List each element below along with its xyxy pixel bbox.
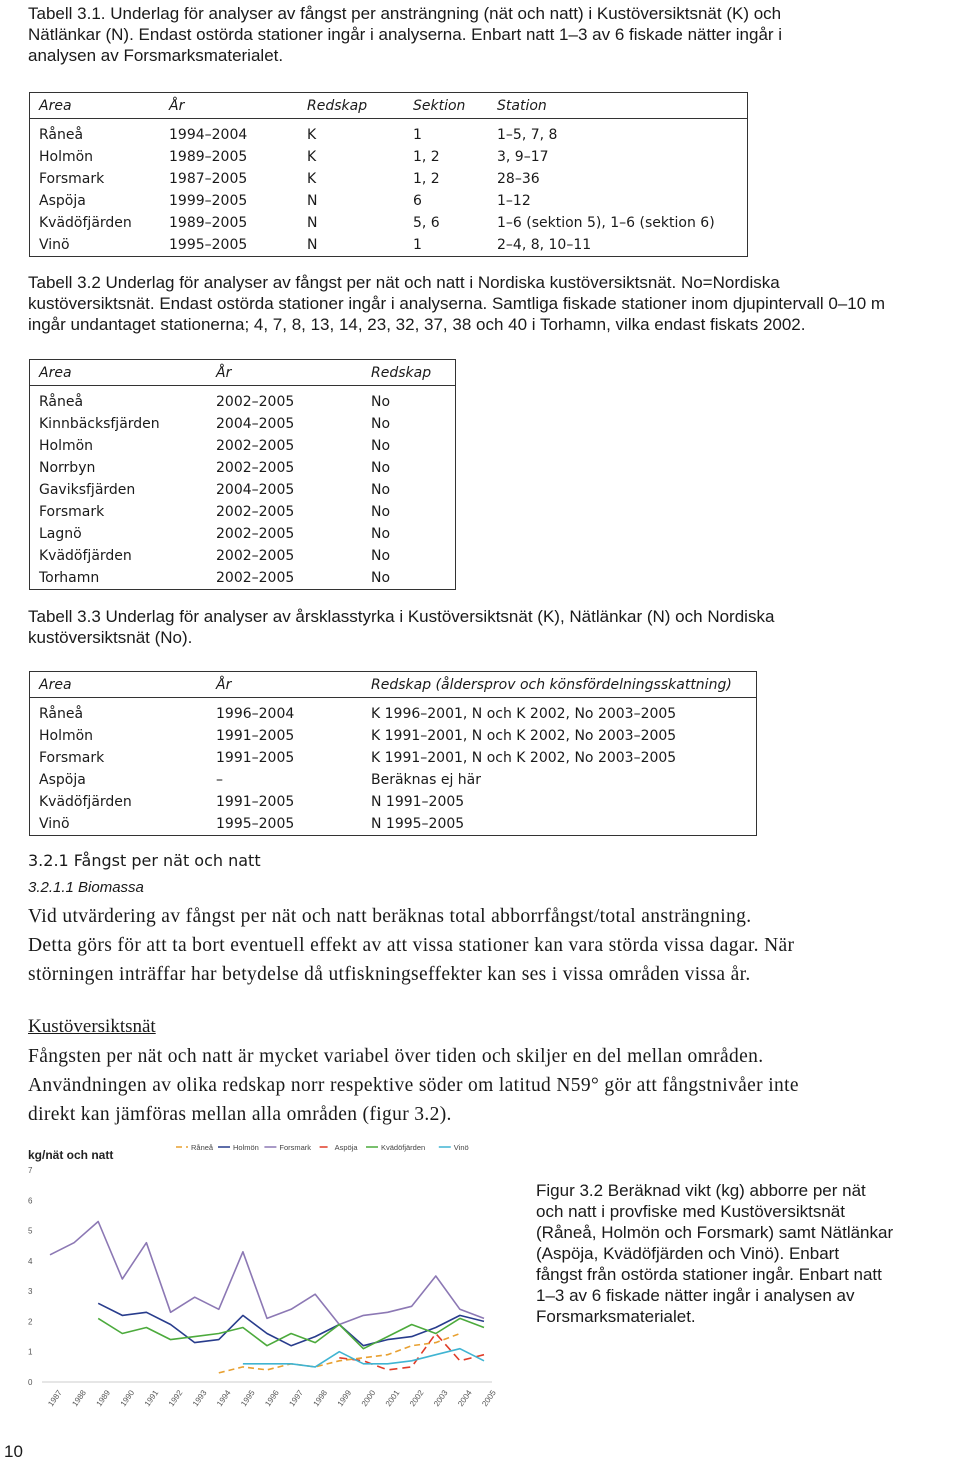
legend-label: Kvädöfjärden bbox=[381, 1143, 426, 1152]
series-line-vinö bbox=[243, 1349, 484, 1367]
table-row bbox=[30, 501, 455, 523]
table-cell: 2002–2005 bbox=[216, 438, 295, 454]
legend-label: Aspöja bbox=[334, 1143, 358, 1152]
table-cell: Forsmark bbox=[39, 504, 105, 520]
series-line-forsmark bbox=[50, 1222, 484, 1325]
table-cell: Holmön bbox=[39, 438, 94, 454]
paragraph-line: störningen inträffar har betydelse då utfiskningseffekter kan ses i vissa områden vissa år. bbox=[28, 964, 751, 985]
table-row bbox=[30, 146, 747, 168]
table-row bbox=[30, 523, 455, 545]
table3 bbox=[29, 671, 757, 836]
paragraph-line: direkt kan jämföras mellan alla områden (figur 3.2). bbox=[28, 1104, 452, 1125]
x-tick-label: 1999 bbox=[335, 1388, 354, 1409]
table-cell: Råneå bbox=[39, 127, 84, 143]
table-cell: 3, 9–17 bbox=[497, 149, 549, 165]
table-cell: K bbox=[307, 171, 317, 187]
caption-line: ingår undantaget stationerna; 4, 7, 8, 13, 14, 23, 32, 37, 38 och 40 i Torhamn, vilka endast fiskats 2002. bbox=[28, 315, 806, 334]
caption-line: Nätlänkar (N). Endast ostörda stationer ingår i analyserna. Enbart natt 1–3 av 6 fiskade nätter ingår i bbox=[28, 25, 783, 44]
table-cell: Norrbyn bbox=[39, 460, 96, 476]
y-tick-label: 6 bbox=[28, 1196, 33, 1206]
table-cell: 2002–2005 bbox=[216, 460, 295, 476]
table-cell: 1996–2004 bbox=[216, 706, 295, 722]
column-header: Station bbox=[497, 97, 547, 114]
table-cell: 1–6 (sektion 5), 1–6 (sektion 6) bbox=[497, 215, 715, 231]
table-cell: 1999–2005 bbox=[169, 193, 248, 209]
table-cell: No bbox=[371, 504, 391, 520]
table-header-row bbox=[30, 93, 747, 119]
table-row bbox=[30, 567, 455, 589]
subsection-heading: 3.2.1.1 Biomassa bbox=[28, 879, 144, 896]
y-tick-label: 7 bbox=[28, 1166, 33, 1175]
paragraph-line: Detta görs för att ta bort eventuell effekt av att vissa stationer kan vara störda vissa dagar. När bbox=[28, 935, 795, 956]
table-cell: Holmön bbox=[39, 149, 94, 165]
y-tick-label: 4 bbox=[28, 1256, 33, 1266]
table-cell: 2002–2005 bbox=[216, 394, 295, 410]
column-header: Redskap bbox=[307, 97, 368, 114]
x-tick-label: 1993 bbox=[190, 1388, 209, 1409]
legend-label: Råneå bbox=[191, 1143, 214, 1152]
column-header: Sektion bbox=[413, 97, 466, 114]
legend-label: Vinö bbox=[453, 1143, 469, 1152]
paragraph-line: Vid utvärdering av fångst per nät och natt beräknas total abborrfångst/total ansträngning. bbox=[28, 906, 752, 927]
paragraph-1 bbox=[28, 902, 958, 989]
table-cell: 2002–2005 bbox=[216, 570, 295, 586]
table-cell: N bbox=[307, 215, 318, 231]
figure-caption bbox=[536, 1180, 936, 1327]
x-tick-label: 1998 bbox=[311, 1388, 330, 1409]
table-cell: Kvädöfjärden bbox=[39, 794, 132, 810]
table2-caption bbox=[28, 272, 943, 335]
x-tick-label: 1989 bbox=[94, 1388, 113, 1409]
table-cell: 28–36 bbox=[497, 171, 540, 187]
column-header: År bbox=[216, 364, 232, 381]
table-cell: 1, 2 bbox=[413, 171, 440, 187]
table-cell: 2004–2005 bbox=[216, 482, 295, 498]
table-row bbox=[30, 168, 747, 190]
y-tick-label: 3 bbox=[28, 1287, 33, 1297]
table-row bbox=[30, 479, 455, 501]
kustoversiktsnat-subheading: Kustöversiktsnät bbox=[28, 1016, 156, 1037]
x-tick-label: 2005 bbox=[480, 1388, 498, 1409]
table-cell: Råneå bbox=[39, 706, 84, 722]
table2 bbox=[29, 359, 456, 590]
table-cell: Vinö bbox=[39, 237, 70, 253]
table-cell: Aspöja bbox=[39, 772, 86, 788]
figure-caption-line: och natt i provfiske med Kustöversiktsnät bbox=[536, 1202, 845, 1221]
table-cell: 2002–2005 bbox=[216, 504, 295, 520]
table-cell: Forsmark bbox=[39, 750, 105, 766]
figure-caption-line: Forsmarksmaterialet. bbox=[536, 1307, 696, 1326]
table-cell: Vinö bbox=[39, 816, 70, 832]
y-axis-label: kg/nät och natt bbox=[28, 1148, 114, 1162]
table-row bbox=[30, 190, 747, 212]
series-line-aspöja bbox=[339, 1334, 484, 1370]
table-cell: 1 bbox=[413, 127, 422, 143]
table-cell: 6 bbox=[413, 193, 422, 209]
table-cell: No bbox=[371, 482, 391, 498]
table-cell: 2002–2005 bbox=[216, 526, 295, 542]
table-cell: Gaviksfjärden bbox=[39, 482, 136, 498]
table1-caption bbox=[28, 3, 943, 66]
x-tick-label: 2001 bbox=[383, 1388, 402, 1409]
section-heading: 3.2.1 Fångst per nät och natt bbox=[28, 851, 261, 870]
table-row bbox=[30, 212, 747, 234]
table-row bbox=[30, 435, 455, 457]
table-cell: 1994–2004 bbox=[169, 127, 248, 143]
table-cell: 1, 2 bbox=[413, 149, 440, 165]
table-cell: No bbox=[371, 548, 391, 564]
column-header: Area bbox=[39, 97, 72, 114]
table-cell: 1989–2005 bbox=[169, 149, 248, 165]
column-header: Area bbox=[39, 676, 72, 693]
y-tick-label: 5 bbox=[28, 1226, 33, 1236]
table-cell: 2002–2005 bbox=[216, 548, 295, 564]
table-header-row bbox=[30, 672, 756, 698]
table-cell: 1995–2005 bbox=[216, 816, 295, 832]
table-row bbox=[30, 703, 756, 725]
table-cell: 1991–2005 bbox=[216, 794, 295, 810]
table-row bbox=[30, 747, 756, 769]
figure-caption-line: 1–3 av 6 fiskade nätter ingår i analysen av bbox=[536, 1286, 855, 1305]
caption-line: Tabell 3.3 Underlag för analyser av årsklasstyrka i Kustöversiktsnät (K), Nätlänkar (N) och Nordiska bbox=[28, 607, 775, 626]
table-cell: Kvädöfjärden bbox=[39, 215, 132, 231]
table1 bbox=[29, 92, 748, 257]
x-tick-label: 1997 bbox=[287, 1388, 305, 1409]
x-tick-label: 2004 bbox=[456, 1388, 474, 1409]
x-tick-label: 1994 bbox=[215, 1388, 233, 1409]
legend-label: Forsmark bbox=[279, 1143, 312, 1152]
x-tick-label: 1996 bbox=[263, 1388, 281, 1409]
table-cell: Forsmark bbox=[39, 171, 105, 187]
table-cell: Kvädöfjärden bbox=[39, 548, 132, 564]
table-cell: N bbox=[307, 193, 318, 209]
y-tick-label: 0 bbox=[28, 1378, 33, 1387]
x-tick-label: 1992 bbox=[166, 1388, 185, 1409]
table-cell: Beräknas ej här bbox=[371, 772, 482, 788]
table-cell: Råneå bbox=[39, 394, 84, 410]
table-cell: No bbox=[371, 416, 391, 432]
table-cell: 1–5, 7, 8 bbox=[497, 127, 558, 143]
table-row bbox=[30, 234, 747, 256]
caption-line: Tabell 3.2 Underlag för analyser av fångst per nät och natt i Nordiska kustöversiktsnät. No=Nordiska bbox=[28, 273, 780, 292]
table-cell: Holmön bbox=[39, 728, 94, 744]
table-cell: N 1991–2005 bbox=[371, 794, 465, 810]
table3-caption bbox=[28, 606, 943, 648]
table-row bbox=[30, 457, 455, 479]
table-cell: K bbox=[307, 149, 317, 165]
table-cell: No bbox=[371, 438, 391, 454]
table-header-row bbox=[30, 360, 455, 386]
paragraph-2 bbox=[28, 1042, 958, 1129]
table-cell: No bbox=[371, 460, 391, 476]
table-cell: 1995–2005 bbox=[169, 237, 248, 253]
table-cell: 1991–2005 bbox=[216, 750, 295, 766]
column-header: Redskap bbox=[371, 364, 432, 381]
table-cell: K 1991–2001, N och K 2002, No 2003–2005 bbox=[371, 728, 677, 744]
x-tick-label: 1988 bbox=[70, 1388, 88, 1409]
table-cell: 1 bbox=[413, 237, 422, 253]
table-cell: 1991–2005 bbox=[216, 728, 295, 744]
table-row bbox=[30, 545, 455, 567]
table-cell: Aspöja bbox=[39, 193, 86, 209]
table-cell: N 1995–2005 bbox=[371, 816, 465, 832]
table-cell: K bbox=[307, 127, 317, 143]
caption-line: kustöversiktsnät. Endast ostörda stationer ingår i analyserna. Samtliga fiskade stationer inom djupintervall 0–10 m bbox=[28, 294, 886, 313]
table-cell: 2004–2005 bbox=[216, 416, 295, 432]
legend-label: Holmön bbox=[233, 1143, 259, 1152]
table-cell: No bbox=[371, 394, 391, 410]
table-cell: 2–4, 8, 10–11 bbox=[497, 237, 592, 253]
caption-line: kustöversiktsnät (No). bbox=[28, 628, 193, 647]
table-cell: Lagnö bbox=[39, 526, 82, 542]
y-tick-label: 1 bbox=[28, 1347, 33, 1357]
table-cell: K 1991–2001, N och K 2002, No 2003–2005 bbox=[371, 750, 677, 766]
x-tick-label: 2000 bbox=[359, 1388, 378, 1409]
figure-caption-line: (Aspöja, Kvädöfjärden och Vinö). Enbart bbox=[536, 1244, 840, 1263]
column-header: År bbox=[216, 676, 232, 693]
caption-line: analysen av Forsmarksmaterialet. bbox=[28, 46, 284, 65]
table-cell: – bbox=[216, 772, 223, 788]
x-tick-label: 1995 bbox=[239, 1388, 257, 1409]
table-row bbox=[30, 791, 756, 813]
series-line-råneå bbox=[219, 1334, 460, 1373]
biomass-line-chart bbox=[26, 1137, 496, 1407]
table-cell: Kinnbäcksfjärden bbox=[39, 416, 160, 432]
table-cell: 1–12 bbox=[497, 193, 531, 209]
table-row bbox=[30, 124, 747, 146]
table-row bbox=[30, 725, 756, 747]
column-header: År bbox=[169, 97, 185, 114]
y-tick-label: 2 bbox=[28, 1317, 33, 1327]
column-header: Area bbox=[39, 364, 72, 381]
table-cell: 1989–2005 bbox=[169, 215, 248, 231]
table-row bbox=[30, 391, 455, 413]
figure-caption-line: fångst från ostörda stationer ingår. Enbart natt bbox=[536, 1265, 882, 1284]
column-header: Redskap (åldersprov och könsfördelningsskattning) bbox=[371, 676, 732, 693]
table-cell: No bbox=[371, 570, 391, 586]
table-cell: No bbox=[371, 526, 391, 542]
table-cell: Torhamn bbox=[39, 570, 100, 586]
x-tick-label: 1991 bbox=[142, 1388, 161, 1409]
x-tick-label: 2002 bbox=[407, 1388, 426, 1409]
table-cell: K 1996–2001, N och K 2002, No 2003–2005 bbox=[371, 706, 677, 722]
x-tick-label: 1987 bbox=[46, 1388, 64, 1409]
paragraph-line: Användningen av olika redskap norr respektive söder om latitud N59° gör att fångstnivåer inte bbox=[28, 1075, 799, 1096]
x-tick-label: 1990 bbox=[118, 1388, 137, 1409]
figure-caption-line: (Råneå, Holmön och Forsmark) samt Nätlänkar bbox=[536, 1223, 894, 1242]
paragraph-line: Fångsten per nät och natt är mycket variabel över tiden och skiljer en del mellan områden. bbox=[28, 1046, 764, 1067]
table-cell: N bbox=[307, 237, 318, 253]
table-cell: 1987–2005 bbox=[169, 171, 248, 187]
table-cell: 5, 6 bbox=[413, 215, 440, 231]
page-number: 10 bbox=[4, 1442, 23, 1461]
table-row bbox=[30, 769, 756, 791]
figure-caption-line: Figur 3.2 Beräknad vikt (kg) abborre per nät bbox=[536, 1181, 866, 1200]
table-row bbox=[30, 413, 455, 435]
table-row bbox=[30, 813, 756, 835]
x-tick-label: 2003 bbox=[432, 1388, 450, 1409]
caption-line: Tabell 3.1. Underlag för analyser av fångst per ansträngning (nät och natt) i Kustöversiktsnät (K) och bbox=[28, 4, 782, 23]
